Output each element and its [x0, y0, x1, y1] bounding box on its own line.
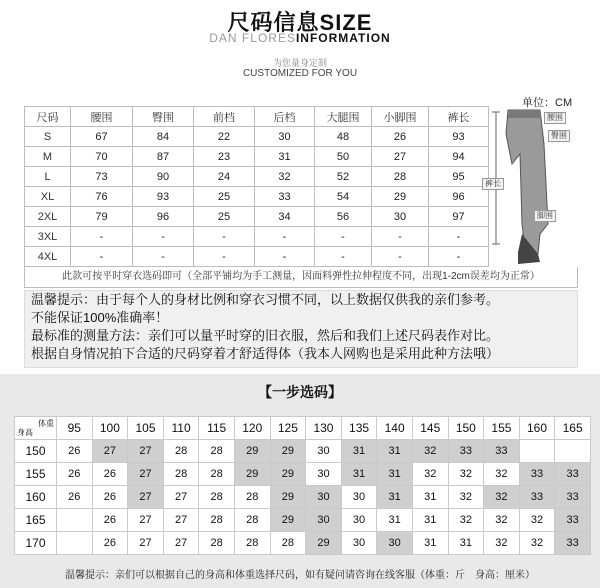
table-row [15, 532, 591, 555]
size-cell: 32 [448, 463, 484, 486]
size-cell: 26 [57, 463, 93, 486]
table-row [25, 147, 489, 167]
size-cell: 29 [270, 463, 306, 486]
table-row [15, 463, 591, 486]
size-cell: 33 [555, 532, 591, 555]
size-table-header: 小脚围 [372, 107, 429, 127]
size-cell: 30 [306, 440, 342, 463]
size-cell: 28 [199, 463, 235, 486]
size-cell: 28 [270, 532, 306, 555]
size-value: 31 [255, 147, 315, 167]
size-table-header: 大腿围 [315, 107, 372, 127]
weight-header: 155 [484, 417, 520, 440]
height-header: 170 [15, 532, 57, 555]
size-value: - [315, 227, 372, 247]
weight-header: 95 [57, 417, 93, 440]
tagline-en: CUSTOMIZED FOR YOU [242, 68, 358, 79]
size-cell: 32 [519, 509, 555, 532]
brand-name: DAN FLORES [209, 31, 296, 45]
size-cell: 33 [519, 463, 555, 486]
size-cell: 29 [234, 463, 270, 486]
size-value: 22 [194, 127, 255, 147]
size-cell: 30 [306, 463, 342, 486]
size-value: 93 [429, 127, 489, 147]
weight-header-row [15, 417, 591, 440]
size-value: 30 [255, 127, 315, 147]
size-cell: 28 [199, 532, 235, 555]
size-cell: 27 [163, 509, 199, 532]
size-cell: 28 [199, 509, 235, 532]
size-value: 97 [429, 207, 489, 227]
size-label: L [25, 167, 71, 187]
size-value: - [71, 247, 133, 267]
size-cell: 31 [412, 509, 448, 532]
size-cell: 27 [128, 532, 164, 555]
size-cell: 26 [92, 463, 128, 486]
weight-header: 135 [341, 417, 377, 440]
size-cell: 26 [92, 486, 128, 509]
size-value: 50 [315, 147, 372, 167]
table-row [25, 207, 489, 227]
size-value: 73 [71, 167, 133, 187]
size-table [24, 106, 489, 267]
size-value: - [194, 247, 255, 267]
subtitle-information: INFORMATION [295, 31, 391, 45]
size-value: - [315, 247, 372, 267]
size-value: 33 [255, 187, 315, 207]
size-cell: 29 [234, 440, 270, 463]
size-cell: 29 [306, 532, 342, 555]
size-cell: 31 [377, 509, 413, 532]
size-cell: 32 [412, 440, 448, 463]
size-cell: 31 [448, 532, 484, 555]
size-value: 95 [429, 167, 489, 187]
footer-note: 温馨提示：亲们可以根据自己的身高和体重选择尺码，如有疑问请咨询在线客服（体重：斤 身高：厘米） [65, 570, 535, 581]
size-value: 84 [133, 127, 194, 147]
weight-header: 105 [128, 417, 164, 440]
height-header: 155 [15, 463, 57, 486]
size-value: 26 [372, 127, 429, 147]
tip-line: 根据自身情况拍下合适的尺码穿着才舒适得体（我本人网购也是采用此种方法哦） [31, 346, 500, 361]
size-value: 25 [194, 187, 255, 207]
size-value: 87 [133, 147, 194, 167]
size-cell: 28 [234, 486, 270, 509]
size-cell: 33 [555, 486, 591, 509]
size-cell: 32 [484, 486, 520, 509]
size-table-header: 前档 [194, 107, 255, 127]
size-value: 25 [194, 207, 255, 227]
height-axis-label: 身高 [17, 428, 33, 437]
size-cell: 30 [377, 532, 413, 555]
size-cell: 28 [199, 440, 235, 463]
size-cell: 29 [270, 486, 306, 509]
size-cell: 32 [484, 463, 520, 486]
size-label: 2XL [25, 207, 71, 227]
size-cell: 31 [412, 486, 448, 509]
size-cell: 26 [57, 440, 93, 463]
size-cell: 32 [519, 532, 555, 555]
size-cell: 30 [306, 486, 342, 509]
size-table-header: 尺码 [25, 107, 71, 127]
size-value: 28 [372, 167, 429, 187]
weight-axis-label: 体重 [38, 419, 54, 428]
size-cell: 26 [92, 509, 128, 532]
size-value: - [429, 227, 489, 247]
size-value: 90 [133, 167, 194, 187]
size-value: 56 [315, 207, 372, 227]
size-cell: 30 [341, 532, 377, 555]
corner-cell [15, 417, 57, 440]
size-cell: 27 [128, 486, 164, 509]
table-row [25, 167, 489, 187]
size-cell: 28 [163, 463, 199, 486]
size-cell: 27 [128, 440, 164, 463]
pants-figure [478, 104, 588, 268]
size-cell: 28 [163, 440, 199, 463]
tip-line: 不能保证100%准确率！ [31, 310, 169, 325]
size-cell: 31 [377, 486, 413, 509]
size-label: M [25, 147, 71, 167]
tagline-cn: 为您量身定制 [272, 58, 327, 68]
table-row [15, 509, 591, 532]
table-row [15, 486, 591, 509]
table-row [25, 187, 489, 207]
size-value: - [133, 227, 194, 247]
size-table-header: 裤长 [429, 107, 489, 127]
size-value: 27 [372, 147, 429, 167]
size-cell: 28 [234, 509, 270, 532]
size-value: 76 [71, 187, 133, 207]
table-row [25, 227, 489, 247]
size-cell: 29 [270, 509, 306, 532]
header [0, 0, 600, 88]
size-cell: 27 [92, 440, 128, 463]
size-cell: 33 [555, 509, 591, 532]
size-selector-table [14, 416, 591, 555]
size-value: - [372, 227, 429, 247]
size-value: - [429, 247, 489, 267]
size-value: 93 [133, 187, 194, 207]
size-cell: 31 [341, 440, 377, 463]
length-label: 裤长 [482, 178, 504, 190]
size-cell: 31 [341, 463, 377, 486]
weight-header: 125 [270, 417, 306, 440]
size-cell: 32 [412, 463, 448, 486]
size-value: - [255, 227, 315, 247]
size-label: XL [25, 187, 71, 207]
height-header: 150 [15, 440, 57, 463]
size-value: 30 [372, 207, 429, 227]
size-cell: 33 [484, 440, 520, 463]
measure-note: 此款可按平时穿衣选码即可（全部平铺均为手工测量，因面料弹性拉伸程度不同，出现1-2cm误差均为正常） [24, 267, 578, 288]
size-value: - [71, 227, 133, 247]
size-value: 96 [133, 207, 194, 227]
weight-header: 140 [377, 417, 413, 440]
size-table-header: 臀围 [133, 107, 194, 127]
height-header: 165 [15, 509, 57, 532]
size-cell: 30 [341, 509, 377, 532]
waist-label: 腰围 [544, 112, 566, 124]
size-value: 54 [315, 187, 372, 207]
size-cell [57, 532, 93, 555]
size-cell: 28 [199, 486, 235, 509]
size-value: 52 [315, 167, 372, 187]
unit-label: 单位：CM [522, 97, 573, 109]
size-value: 48 [315, 127, 372, 147]
selector-title: 【一步选码】 [258, 384, 342, 400]
ankle-label: 脚围 [534, 210, 556, 222]
tip-line: 温馨提示：由于每个人的身材比例和穿衣习惯不同，以上数据仅供我的亲们参考。 [31, 292, 500, 307]
size-cell: 33 [519, 486, 555, 509]
size-value: 96 [429, 187, 489, 207]
size-cell: 30 [341, 486, 377, 509]
size-value: 67 [71, 127, 133, 147]
size-value: 79 [71, 207, 133, 227]
size-value: 94 [429, 147, 489, 167]
page-title: 尺码信息SIZE [227, 10, 373, 35]
weight-header: 110 [163, 417, 199, 440]
size-cell: 27 [128, 509, 164, 532]
weight-header: 165 [555, 417, 591, 440]
size-value: 29 [372, 187, 429, 207]
size-cell: 26 [57, 486, 93, 509]
size-cell [555, 440, 591, 463]
size-value: 32 [255, 167, 315, 187]
size-table-header: 腰围 [71, 107, 133, 127]
size-cell: 31 [377, 463, 413, 486]
size-cell: 27 [163, 532, 199, 555]
size-value: - [194, 227, 255, 247]
size-cell: 32 [484, 509, 520, 532]
table-row [15, 440, 591, 463]
size-cell: 27 [128, 463, 164, 486]
size-cell: 28 [234, 532, 270, 555]
tip-line: 最标准的测量方法：亲们可以量平时穿的旧衣服，然后和我们上述尺码表作对比。 [31, 328, 500, 343]
table-row [25, 247, 489, 267]
size-label: S [25, 127, 71, 147]
size-value: - [372, 247, 429, 267]
size-label: 4XL [25, 247, 71, 267]
size-cell: 32 [448, 486, 484, 509]
size-cell [57, 509, 93, 532]
weight-header: 115 [199, 417, 235, 440]
size-value: - [255, 247, 315, 267]
weight-header: 160 [519, 417, 555, 440]
size-cell: 33 [555, 463, 591, 486]
size-value: - [133, 247, 194, 267]
table-row [25, 127, 489, 147]
size-cell: 31 [412, 532, 448, 555]
size-value: 70 [71, 147, 133, 167]
size-cell: 32 [448, 509, 484, 532]
height-header: 160 [15, 486, 57, 509]
page-subtitle [0, 31, 600, 45]
weight-header: 145 [412, 417, 448, 440]
weight-header: 150 [448, 417, 484, 440]
size-cell: 31 [377, 440, 413, 463]
hip-label: 臀围 [548, 130, 570, 142]
weight-header: 100 [92, 417, 128, 440]
size-cell [519, 440, 555, 463]
size-value: 24 [194, 167, 255, 187]
size-cell: 26 [92, 532, 128, 555]
size-cell: 27 [163, 486, 199, 509]
size-value: 23 [194, 147, 255, 167]
size-cell: 33 [448, 440, 484, 463]
tips-box [24, 290, 578, 368]
weight-header: 130 [306, 417, 342, 440]
size-cell: 30 [306, 509, 342, 532]
size-cell: 32 [484, 532, 520, 555]
size-label: 3XL [25, 227, 71, 247]
size-value: 34 [255, 207, 315, 227]
weight-header: 120 [234, 417, 270, 440]
size-table-header: 后档 [255, 107, 315, 127]
size-cell: 29 [270, 440, 306, 463]
